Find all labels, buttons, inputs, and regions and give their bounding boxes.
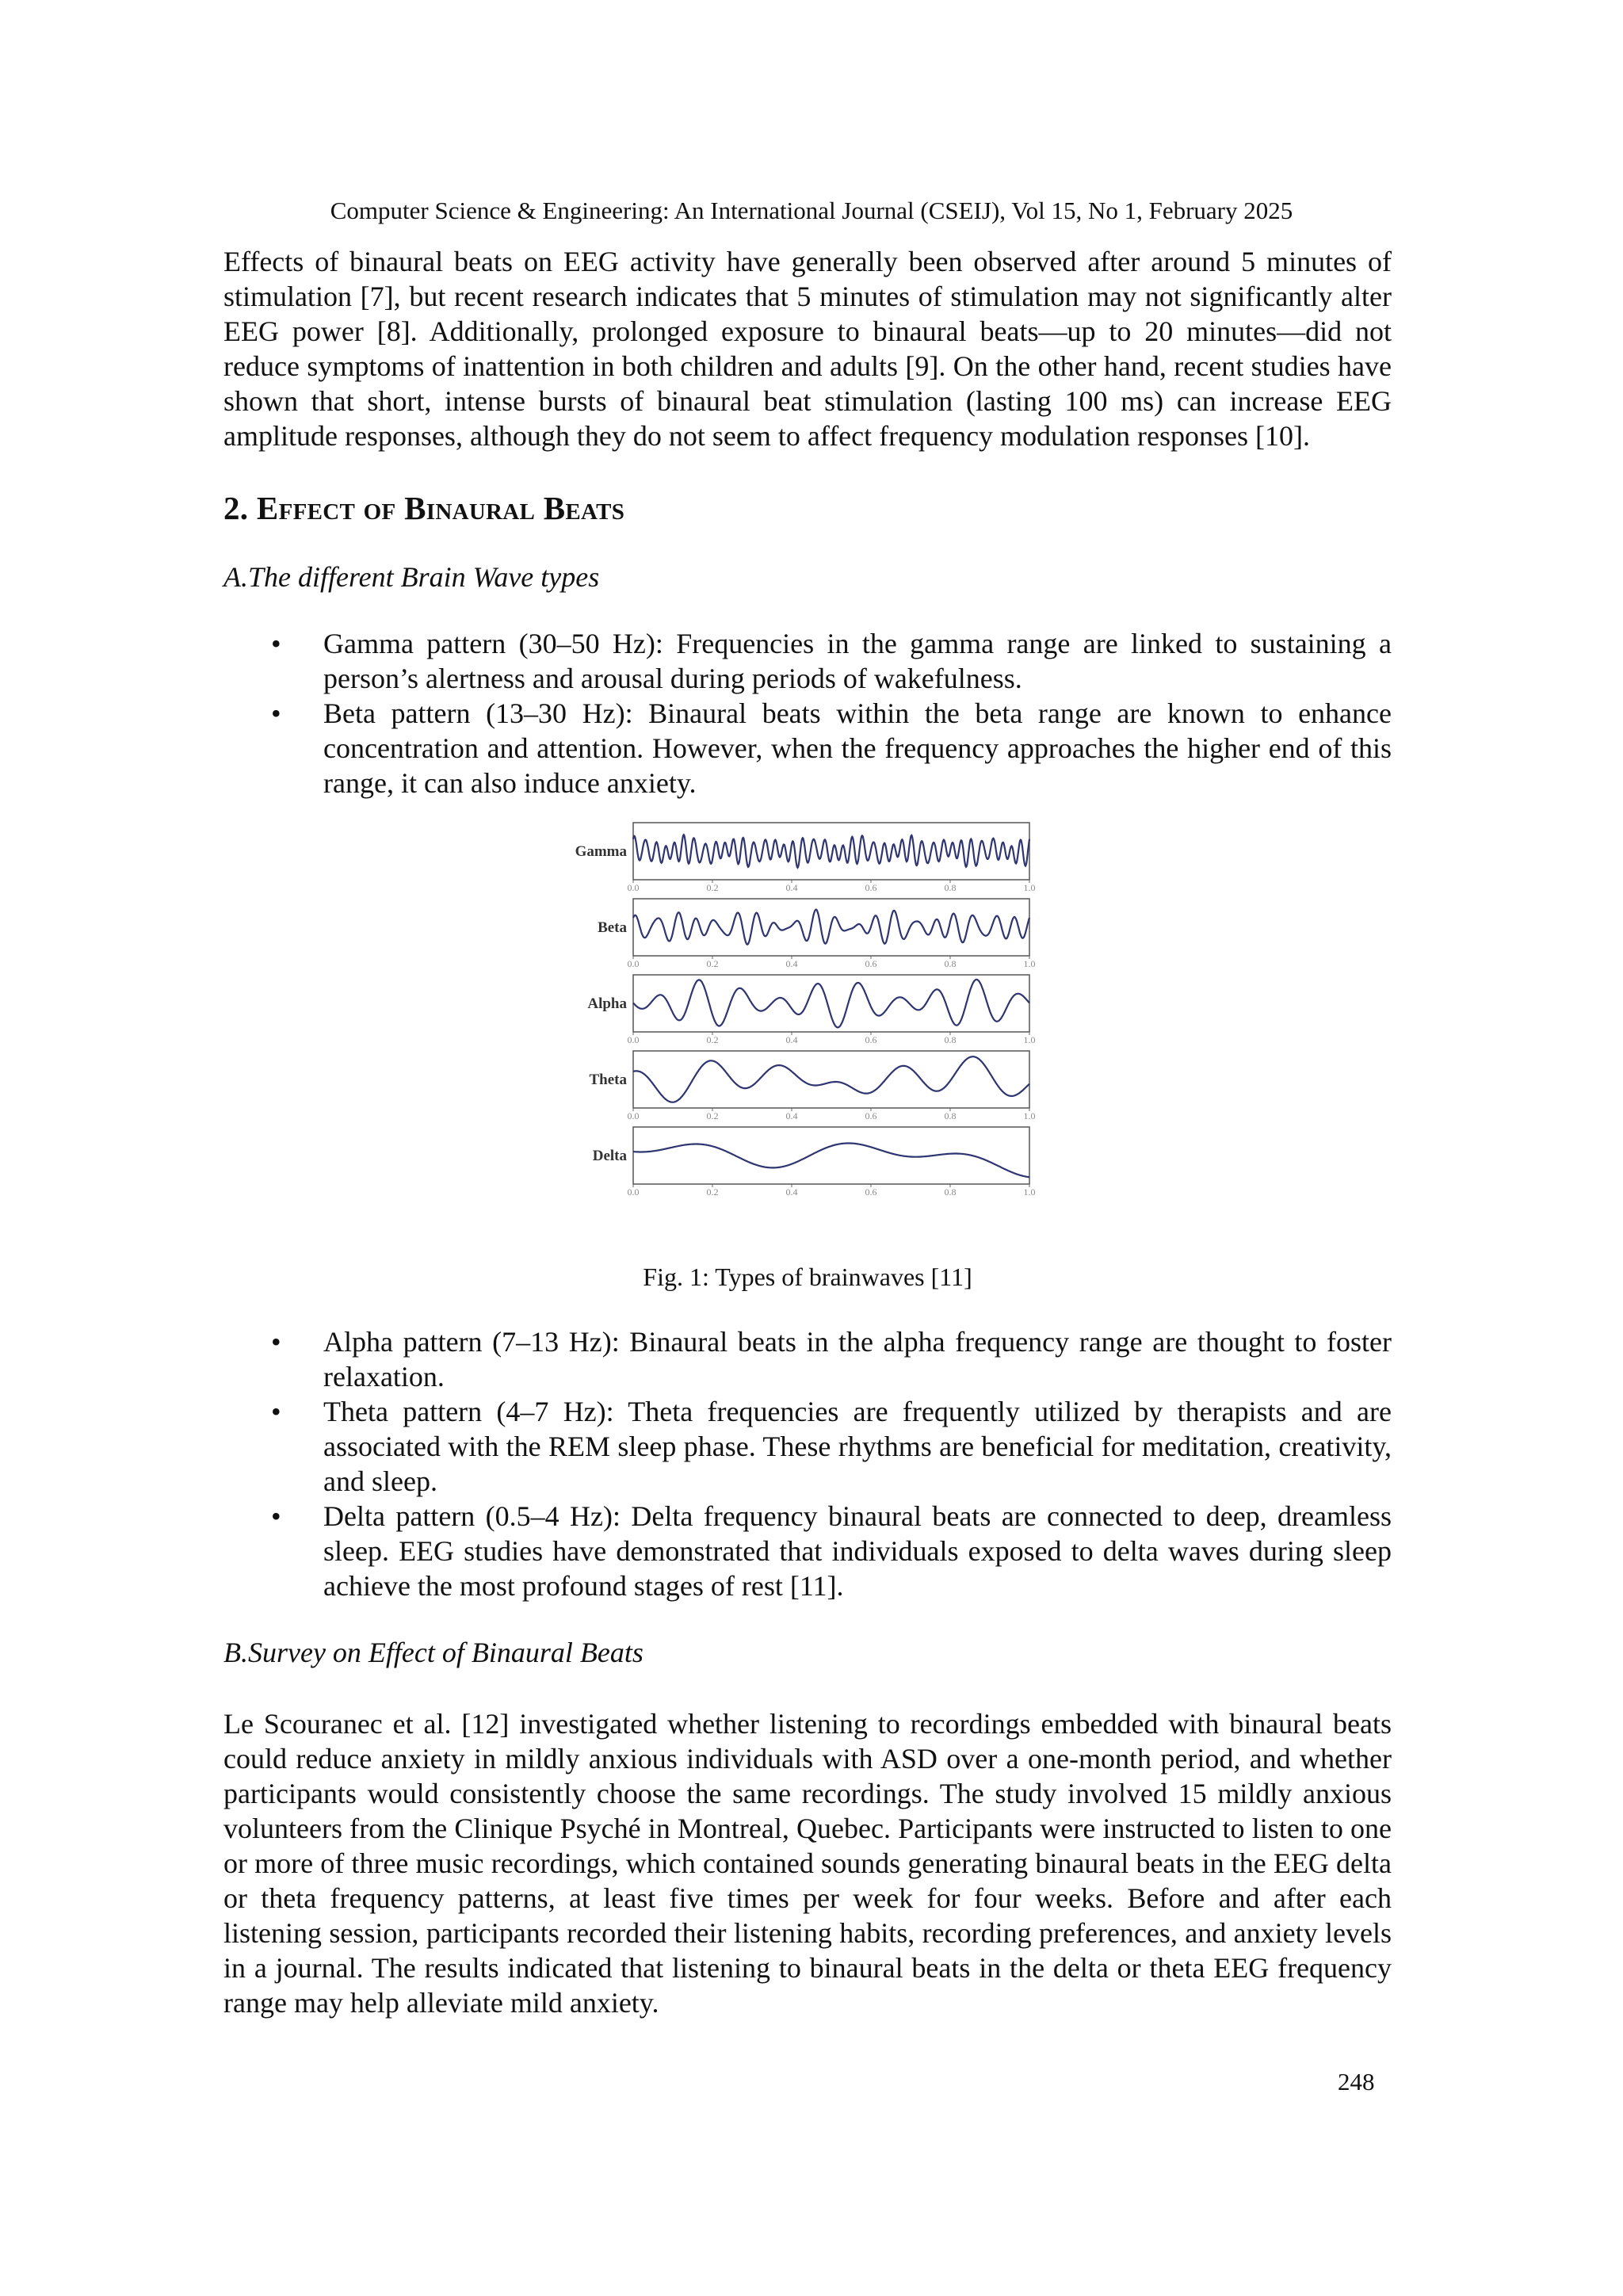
section-title: Effect of Binaural Beats (256, 490, 625, 526)
brainwave-chart (554, 813, 1061, 1209)
gamma-x-tick-label: 0.4 (785, 882, 798, 893)
bullet-icon: • (271, 697, 281, 729)
bullet-list-before-figure (223, 626, 1392, 800)
spacer (223, 1670, 1392, 1706)
gamma-series-line (633, 835, 1029, 868)
delta-x-tick-label: 0.0 (627, 1186, 640, 1198)
section-heading (223, 488, 1392, 528)
delta-series-line (633, 1144, 1029, 1178)
alpha-x-tick-label: 0.2 (706, 1034, 719, 1045)
bullet-icon: • (271, 628, 281, 659)
main-content (223, 244, 1392, 2020)
bullet-text: Theta pattern (4–7 Hz): Theta frequencies are frequently utilized by therapists and are associated with the REM sleep phase. These rhythms are beneficial for meditation, creativity, and sleep. (323, 1396, 1392, 1497)
theta-x-tick-label: 0.6 (865, 1110, 877, 1121)
gamma-x-tick-label: 0.8 (944, 882, 957, 893)
bullet-text: Beta pattern (13–30 Hz): Binaural beats within the beta range are known to enhance concentration and attention. However, when the frequency approaches the higher end of this range, it can also induce anxiety. (323, 697, 1392, 799)
delta-series-label: Delta (592, 1148, 627, 1164)
section-number: 2. (223, 490, 249, 526)
bullet-icon: • (271, 1326, 281, 1358)
intro-paragraph: Effects of binaural beats on EEG activity have generally been observed after around 5 minutes of stimulation [7], but recent research indicates that 5 minutes of stimulation may not significantly alter EEG power [8]. Additionally, prolonged exposure to binaural beats—up to 20 minutes—did not reduce symptoms of inattention in both children and adults [9]. On the other hand, recent studies have shown that short, intense bursts of binaural beat stimulation (lasting 100 ms) can increase EEG amplitude responses, although they do not seem to affect frequency modulation responses [10]. (223, 246, 1392, 452)
survey-paragraph: Le Scouranec et al. [12] investigated whether listening to recordings embedded with binaural beats could reduce anxiety in mildly anxious individuals with ASD over a one-month period, and whether participants would consistently choose the same recordings. The study involved 15 mildly anxious volunteers from the Clinique Psyché in Montreal, Quebec. Participants were instructed to listen to one or more of three music recordings, which contained sounds generating binaural beats in the EEG delta or theta frequency patterns, at least five times per week for four weeks. Before and after each listening session, participants recorded their listening habits, recording preferences, and anxiety levels in a journal. The results indicated that listening to binaural beats in the delta or theta EEG frequency range may help alleviate mild anxiety. (223, 1708, 1392, 2019)
delta-x-tick-label: 1.0 (1023, 1186, 1036, 1198)
beta-x-tick-label: 0.2 (706, 958, 719, 969)
theta-x-tick-label: 1.0 (1023, 1110, 1036, 1121)
delta-x-tick-label: 0.2 (706, 1186, 719, 1198)
theta-x-tick-label: 0.8 (944, 1110, 957, 1121)
page-number: 248 (1338, 2068, 1375, 2095)
alpha-series-line (633, 980, 1029, 1027)
gamma-x-tick-label: 0.6 (865, 882, 877, 893)
bullet-item-alpha (223, 1324, 1392, 1394)
theta-x-tick-label: 0.4 (785, 1110, 798, 1121)
bullet-icon: • (271, 1396, 281, 1427)
bullet-item-gamma (223, 626, 1392, 696)
bullet-item-beta (223, 696, 1392, 800)
beta-series-label: Beta (598, 919, 627, 936)
beta-x-tick-label: 0.6 (865, 958, 877, 969)
figure-caption: Fig. 1: Types of brainwaves [11] (643, 1263, 972, 1291)
gamma-x-tick-label: 0.2 (706, 882, 719, 893)
alpha-x-tick-label: 1.0 (1023, 1034, 1036, 1045)
alpha-series-label: Alpha (587, 995, 627, 1012)
subsection-a-title: A.The different Brain Wave types (223, 561, 600, 593)
theta-x-tick-label: 0.0 (627, 1110, 640, 1121)
brainwave-figure (223, 813, 1392, 1213)
gamma-panel-frame (633, 823, 1029, 880)
beta-x-tick-label: 1.0 (1023, 958, 1036, 969)
gamma-x-tick-label: 1.0 (1023, 882, 1036, 893)
beta-x-tick-label: 0.0 (627, 958, 640, 969)
bullet-text: Alpha pattern (7–13 Hz): Binaural beats in the alpha frequency range are thought to foster relaxation. (323, 1326, 1392, 1392)
beta-x-tick-label: 0.8 (944, 958, 957, 969)
bullet-item-delta (223, 1499, 1392, 1603)
running-header: Computer Science & Engineering: An International Journal (CSEIJ), Vol 15, No 1, February 2025 (330, 197, 1293, 224)
beta-series-line (633, 910, 1029, 945)
gamma-x-tick-label: 0.0 (627, 882, 640, 893)
gamma-series-label: Gamma (575, 843, 627, 860)
delta-x-tick-label: 0.6 (865, 1186, 877, 1198)
theta-series-line (633, 1056, 1029, 1102)
bullet-item-theta (223, 1394, 1392, 1499)
bullet-list-after-figure (223, 1324, 1392, 1603)
delta-x-tick-label: 0.8 (944, 1186, 957, 1198)
bullet-text: Gamma pattern (30–50 Hz): Frequencies in the gamma range are linked to sustaining a person’s alertness and arousal during periods of wakefulness. (323, 628, 1392, 694)
bullet-text: Delta pattern (0.5–4 Hz): Delta frequency binaural beats are connected to deep, dreamless sleep. EEG studies have demonstrated that individuals exposed to delta waves during sleep achieve the most profound stages of rest [11]. (323, 1500, 1392, 1602)
alpha-panel-frame (633, 975, 1029, 1032)
bullet-icon: • (271, 1500, 281, 1532)
theta-x-tick-label: 0.2 (706, 1110, 719, 1121)
alpha-x-tick-label: 0.0 (627, 1034, 640, 1045)
subsection-b-title: B.Survey on Effect of Binaural Beats (223, 1637, 643, 1668)
alpha-x-tick-label: 0.4 (785, 1034, 798, 1045)
theta-series-label: Theta (589, 1072, 627, 1088)
alpha-x-tick-label: 0.6 (865, 1034, 877, 1045)
alpha-x-tick-label: 0.8 (944, 1034, 957, 1045)
beta-x-tick-label: 0.4 (785, 958, 798, 969)
delta-x-tick-label: 0.4 (785, 1186, 798, 1198)
